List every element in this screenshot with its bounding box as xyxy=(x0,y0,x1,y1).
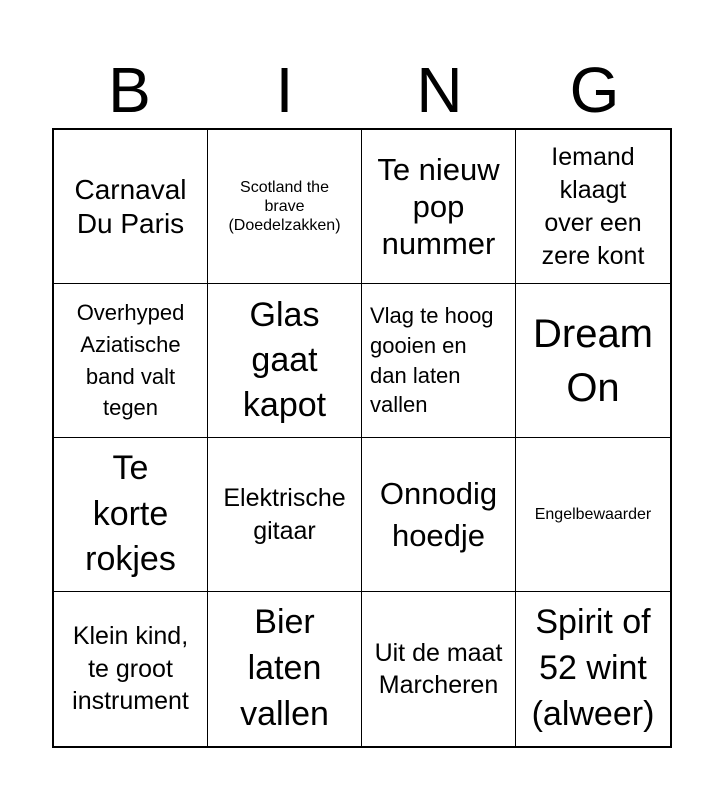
cell-text: Elektrische gitaar xyxy=(223,484,346,545)
cell-text: Carnaval Du Paris xyxy=(74,173,187,239)
header-letter-g: G xyxy=(569,54,620,126)
cell-text: Engelbewaarder xyxy=(534,505,652,523)
header-letter-n: N xyxy=(416,54,463,126)
cell-text: Glas gaat kapot xyxy=(242,295,327,425)
bingo-cell[interactable] xyxy=(54,592,208,746)
header-letter-b: B xyxy=(108,54,151,126)
bingo-cell[interactable] xyxy=(362,438,516,592)
cell-text: Overhyped Aziatische band valt tegen xyxy=(76,299,185,421)
bingo-cell[interactable] xyxy=(516,592,670,746)
cell-text: Scotland the brave (Doedelzakken) xyxy=(228,178,341,235)
cell-text: Uit de maat Marcheren xyxy=(374,638,503,699)
cell-text: Vlag te hoog gooien en dan laten vallen xyxy=(370,303,494,418)
bingo-cell[interactable] xyxy=(208,284,362,438)
bingo-cell[interactable] xyxy=(208,592,362,746)
cell-text: Dream On xyxy=(532,311,654,410)
cell-text: Klein kind, te groot instrument xyxy=(72,622,189,716)
bingo-cell[interactable] xyxy=(362,130,516,284)
cell-text: Te korte rokjes xyxy=(85,448,176,579)
header-letter-i: I xyxy=(275,54,294,126)
bingo-cell[interactable] xyxy=(54,284,208,438)
cell-text: Onnodig hoedje xyxy=(379,475,498,553)
bingo-cell[interactable] xyxy=(54,130,208,284)
cell-text: Iemand klaagt over een zere kont xyxy=(541,142,645,270)
bingo-cell[interactable] xyxy=(516,438,670,592)
cell-text: Spirit of 52 wint (alweer) xyxy=(531,603,655,733)
bingo-board xyxy=(52,128,672,748)
bingo-header xyxy=(52,52,672,128)
bingo-cell[interactable] xyxy=(516,130,670,284)
bingo-cell[interactable] xyxy=(208,438,362,592)
bingo-cell[interactable] xyxy=(362,592,516,746)
bingo-cell[interactable] xyxy=(516,284,670,438)
cell-text: Bier laten vallen xyxy=(240,603,329,733)
bingo-cell[interactable] xyxy=(362,284,516,438)
bingo-cell[interactable] xyxy=(208,130,362,284)
bingo-cell[interactable] xyxy=(54,438,208,592)
cell-text: Te nieuw pop nummer xyxy=(377,151,500,262)
